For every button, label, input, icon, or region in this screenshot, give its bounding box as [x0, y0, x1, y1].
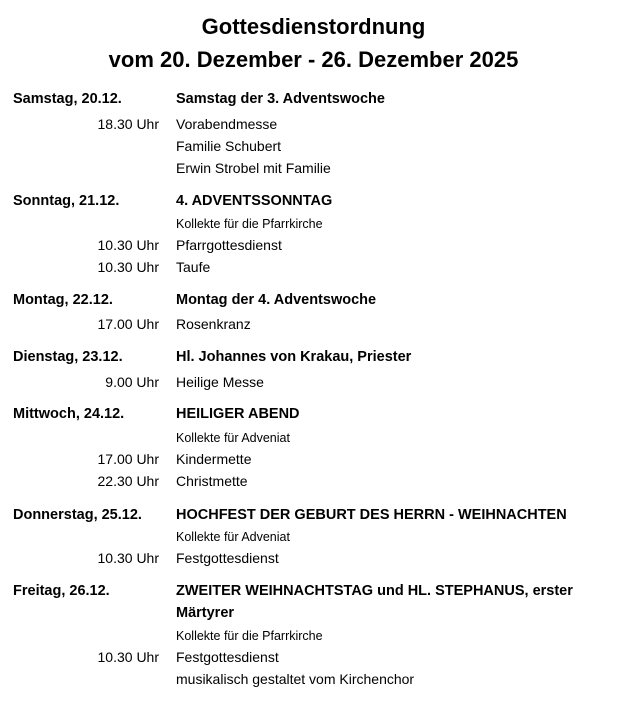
service-text: Familie Schubert	[176, 138, 282, 154]
day-label: Freitag, 26.12.	[13, 583, 110, 599]
page-subtitle: vom 20. Dezember - 26. Dezember 2025	[108, 47, 519, 72]
day-label: Samstag, 20.12.	[13, 91, 122, 107]
service-time: 10.30 Uhr	[97, 550, 159, 566]
collection-note: Kollekte für die Pfarrkirche	[176, 217, 323, 231]
day-heading: HOCHFEST DER GEBURT DES HERRN - WEIHNACHTEN	[176, 507, 567, 523]
service-time: 17.00 Uhr	[97, 451, 159, 467]
day-heading-continued: Märtyrer	[176, 605, 235, 621]
day-label: Sonntag, 21.12.	[13, 193, 120, 209]
collection-note: Kollekte für die Pfarrkirche	[176, 629, 323, 643]
service-text: Taufe	[176, 259, 211, 275]
day-heading: ZWEITER WEIHNACHTSTAG und HL. STEPHANUS, erster	[176, 583, 573, 599]
day-heading: Samstag der 3. Adventswoche	[176, 91, 385, 107]
day-heading: Montag der 4. Adventswoche	[176, 292, 377, 308]
service-time: 9.00 Uhr	[105, 374, 159, 390]
day-heading: 4. ADVENTSSONNTAG	[176, 193, 333, 209]
service-time: 22.30 Uhr	[97, 473, 159, 489]
service-time: 17.00 Uhr	[97, 316, 159, 332]
service-text: Rosenkranz	[176, 316, 251, 332]
service-time: 18.30 Uhr	[97, 116, 159, 132]
service-text: Christmette	[176, 473, 248, 489]
service-text: musikalisch gestaltet vom Kirchenchor	[176, 671, 415, 687]
day-heading: HEILIGER ABEND	[176, 406, 300, 422]
collection-note: Kollekte für Adveniat	[176, 530, 290, 544]
service-time: 10.30 Uhr	[97, 237, 159, 253]
day-label: Montag, 22.12.	[13, 292, 113, 308]
service-time: 10.30 Uhr	[97, 649, 159, 665]
day-heading: Hl. Johannes von Krakau, Priester	[176, 349, 412, 365]
service-time: 10.30 Uhr	[97, 259, 159, 275]
collection-note: Kollekte für Adveniat	[176, 431, 290, 445]
day-label: Mittwoch, 24.12.	[13, 406, 125, 422]
day-label: Donnerstag, 25.12.	[13, 507, 142, 523]
service-text: Erwin Strobel mit Familie	[176, 160, 331, 176]
service-text: Festgottesdienst	[176, 550, 279, 566]
page-title: Gottesdienstordnung	[201, 14, 426, 39]
service-text: Vorabendmesse	[176, 116, 278, 132]
day-label: Dienstag, 23.12.	[13, 349, 123, 365]
service-text: Pfarrgottesdienst	[176, 237, 282, 253]
service-text: Heilige Messe	[176, 374, 264, 390]
service-text: Kindermette	[176, 451, 252, 467]
service-text: Festgottesdienst	[176, 649, 279, 665]
